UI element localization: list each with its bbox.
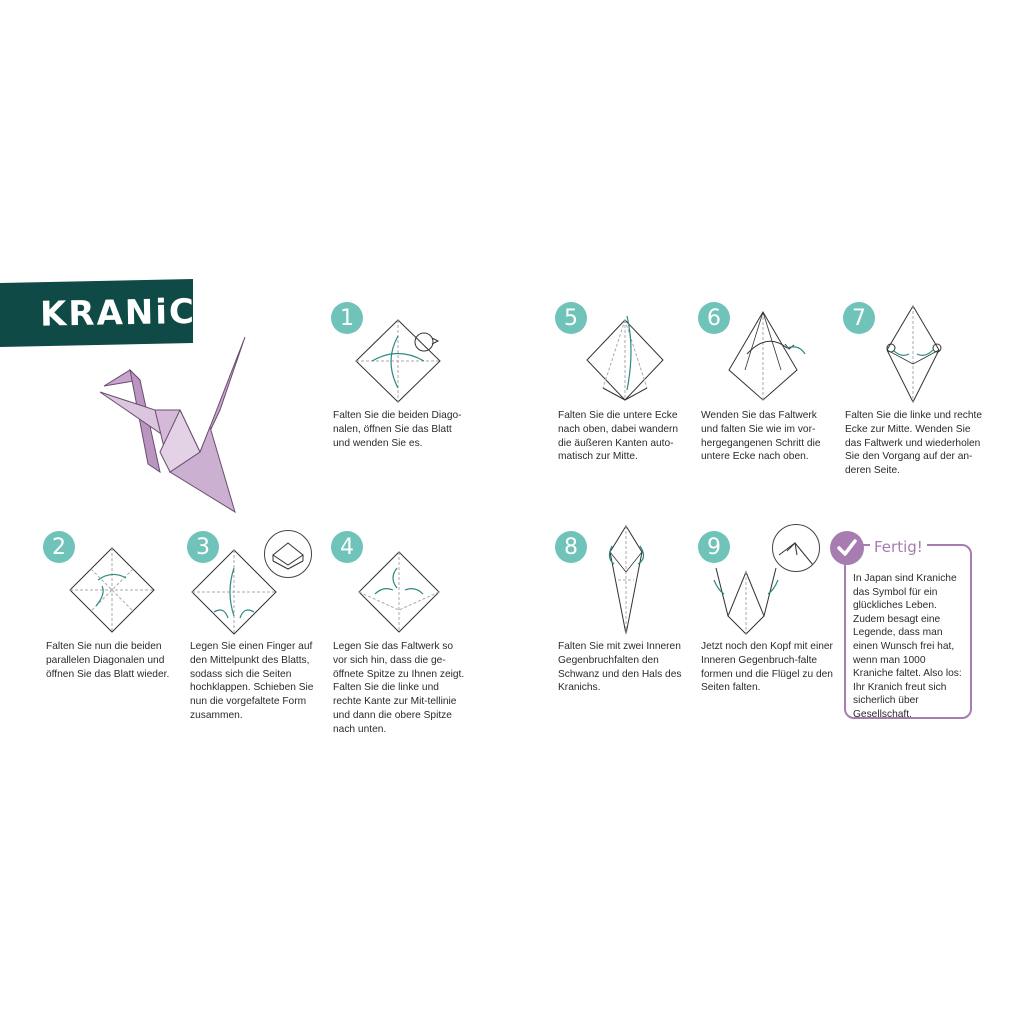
step-2-number: 2 [43,531,75,563]
step-5-text: Falten Sie die untere Ecke nach oben, dabei wandern die äußeren Kanten auto-matisch zur Mitte. [558,410,679,463]
step-6-number: 6 [698,302,730,334]
step-1-diagram [352,316,444,406]
step-9-zoom-detail [772,524,820,572]
step-7-number: 7 [843,302,875,334]
step-9-text: Jetzt noch den Kopf mit einer Inneren Gegenbruch-falte formen und die Flügel zu den Seiten falten. [701,641,833,694]
fertig-label: Fertig! [870,538,927,556]
fertig-text: In Japan sind Kraniche das Symbol für ein glückliches Leben. Zudem besagt eine Legende, dass man einen Wunsch frei hat, wenn man 1000 Kraniche faltet. Also los: Ihr Kranich freut sich sicherlich über Gesellschaft. [853,573,962,720]
step-1-text: Falten Sie die beiden Diago-nalen, öffnen Sie das Blatt und wenden Sie es. [333,410,462,449]
step-4-number: 4 [331,531,363,563]
step-6-diagram [727,308,809,404]
step-4-diagram [357,550,443,634]
step-1-number: 1 [331,302,363,334]
step-7-text: Falten Sie die linke und rechte Ecke zur Mitte. Wenden Sie das Faltwerk und wiederholen Sie den Vorgang auf der an-deren Seite. [845,410,983,477]
step-8-text: Falten Sie mit zwei Inneren Gegenbruchfalten den Schwanz und den Hals des Kranichs. [558,641,682,694]
step-8-diagram [602,524,652,636]
step-4-text: Legen Sie das Faltwerk so vor sich hin, dass die ge-öffnete Spitze zu Ihnen zeigt. Falten Sie die linke und rechte Kante zur Mit-tellinie und dann die obere Spitze nach unten. [333,641,465,735]
step-2-text: Falten Sie nun die beiden parallelen Diagonalen und öffnen Sie das Blatt wieder. [46,641,170,680]
step-3-zoom-detail [264,530,312,578]
check-icon [830,531,864,565]
page-title: KRANiCH [39,291,227,335]
origami-crane-illustration [100,332,250,517]
step-9-number: 9 [698,531,730,563]
step-8-number: 8 [555,531,587,563]
step-3-number: 3 [187,531,219,563]
step-3-text: Legen Sie einen Finger auf den Mittelpunkt des Blatts, sodass sich die Seiten hochklappen. Schieben Sie nun die vorgefaltete Form zusammen. [190,641,314,721]
step-2-diagram [68,546,158,634]
step-7-diagram [883,304,945,404]
step-6-text: Wenden Sie das Faltwerk und falten Sie wie im vor-hergegangenen Schritt die untere Ecke nach oben. [701,410,821,463]
step-9-diagram [712,560,784,636]
step-5-number: 5 [555,302,587,334]
step-5-diagram [583,310,667,404]
